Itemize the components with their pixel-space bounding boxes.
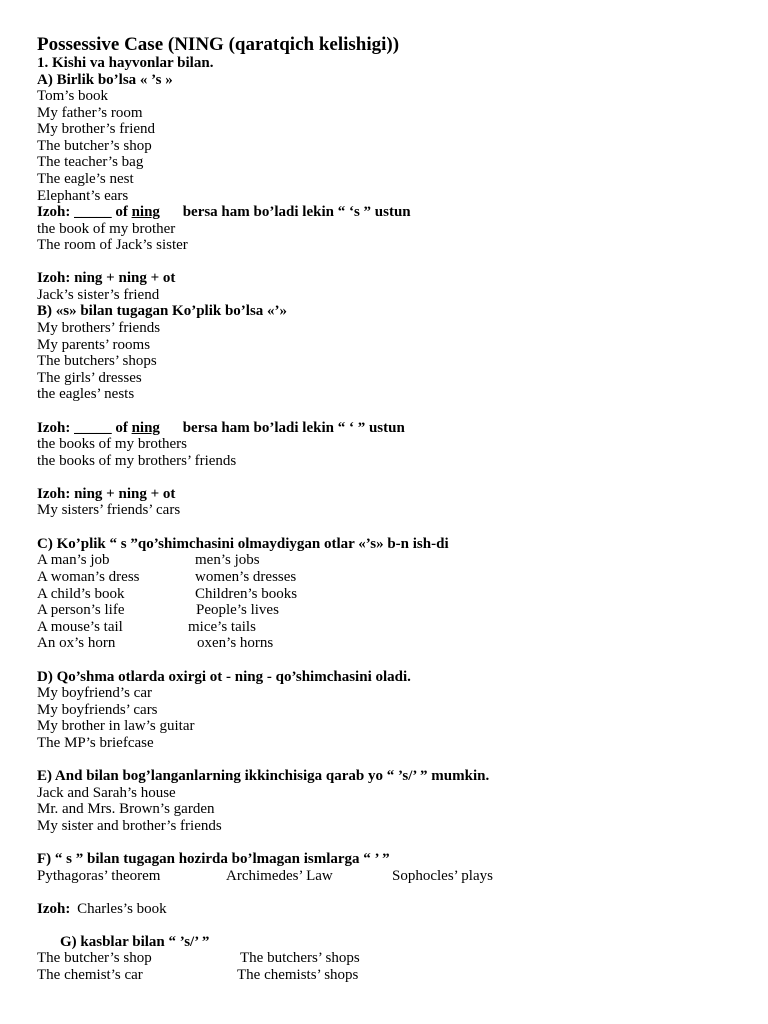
izoh-note [37,901,167,918]
pair-singular: A person’s life [37,602,125,618]
list-item: Sophocles’ plays [392,868,493,884]
izoh-note [37,204,411,221]
pair-plural: The butchers’ shops [240,950,360,966]
list-item: My sister and brother’s friends [37,818,222,834]
subsection-g-heading: G) kasblar bilan “ ’s/’ ” [60,934,210,950]
izoh-prefix: Izoh: _____ of [37,420,132,436]
list-item: The butcher’s shop [37,138,152,154]
izoh-note: Izoh: ning + ning + ot [37,270,176,286]
list-item: the books of my brothers [37,436,187,452]
izoh-suffix: bersa ham bo’ladi lekin “ ‘ ” ustun [182,420,405,436]
pair-plural: oxen’s horns [197,635,274,651]
izoh-ning: ning [131,204,160,220]
list-item: The room of Jack’s sister [37,237,188,253]
pair-singular: A woman’s dress [37,569,140,585]
pair-singular: The butcher’s shop [37,950,152,966]
pair-plural: People’s lives [196,602,279,618]
list-item: The butchers’ shops [37,353,157,369]
list-item: Pythagoras’ theorem [37,868,161,884]
list-item: the eagles’ nests [37,386,135,402]
izoh-ning: ning [131,420,160,436]
pair-plural: men’s jobs [195,552,260,568]
section-heading: 1. Kishi va hayvonlar bilan. [37,55,214,71]
izoh-text: Charles’s book [77,901,167,917]
izoh-prefix: Izoh: _____ of [37,204,132,220]
pair-singular: A child’s book [37,586,125,602]
izoh-suffix: bersa ham bo’ladi lekin “ ‘s ” ustun [182,204,411,220]
list-item: The eagle’s nest [37,171,134,187]
list-item: the book of my brother [37,221,176,237]
list-item: The MP’s briefcase [37,735,154,751]
pair-plural: Children’s books [195,586,298,602]
list-item: My parents’ rooms [37,337,151,353]
izoh-note: Izoh: ning + ning + ot [37,486,176,502]
pair-singular: A man’s job [37,552,110,568]
list-item: Archimedes’ Law [226,868,333,884]
subsection-f-heading: F) “ s ” bilan tugagan hozirda bo’lmagan ismlarga “ ’ ” [37,851,390,867]
list-item: The teacher’s bag [37,154,144,170]
pair-singular: A mouse’s tail [37,619,123,635]
pair-singular: An ox’s horn [37,635,116,651]
pair-plural: mice’s tails [188,619,256,635]
pair-plural: The chemists’ shops [237,967,359,983]
list-item: the books of my brothers’ friends [37,453,237,469]
list-item: My brother’s friend [37,121,156,137]
list-item: My father’s room [37,105,143,121]
pair-plural: women’s dresses [195,569,297,585]
subsection-c-heading: C) Ko’plik “ s ”qo’shimchasini olmaydiygan otlar «’s» b-n ish-di [37,536,449,552]
subsection-b-heading: B) «s» bilan tugagan Ko’plik bo’lsa «’» [37,303,288,319]
list-item: The girls’ dresses [37,370,142,386]
list-item: My brother in law’s guitar [37,718,195,734]
list-item: My boyfriends’ cars [37,702,158,718]
list-item: Jack’s sister’s friend [37,287,160,303]
page-title: Possessive Case (NING (qaratqich kelishigi)) [37,34,400,55]
list-item: Tom’s book [37,88,109,104]
list-item: Jack and Sarah’s house [37,785,176,801]
pair-singular: The chemist’s car [37,967,143,983]
subsection-e-heading: E) And bilan bog’langanlarning ikkinchisiga qarab yo “ ’s/’ ” mumkin. [37,768,490,784]
list-item: Mr. and Mrs. Brown’s garden [37,801,215,817]
subsection-a-heading: A) Birlik bo’lsa « ’s » [37,72,173,88]
izoh-note [37,420,405,437]
izoh-label: Izoh: [37,901,71,917]
list-item: My sisters’ friends’ cars [37,502,181,518]
list-item: My boyfriend’s car [37,685,152,701]
subsection-d-heading: D) Qo’shma otlarda oxirgi ot - ning - qo’shimchasini oladi. [37,669,411,685]
list-item: Elephant’s ears [37,188,129,204]
list-item: My brothers’ friends [37,320,161,336]
